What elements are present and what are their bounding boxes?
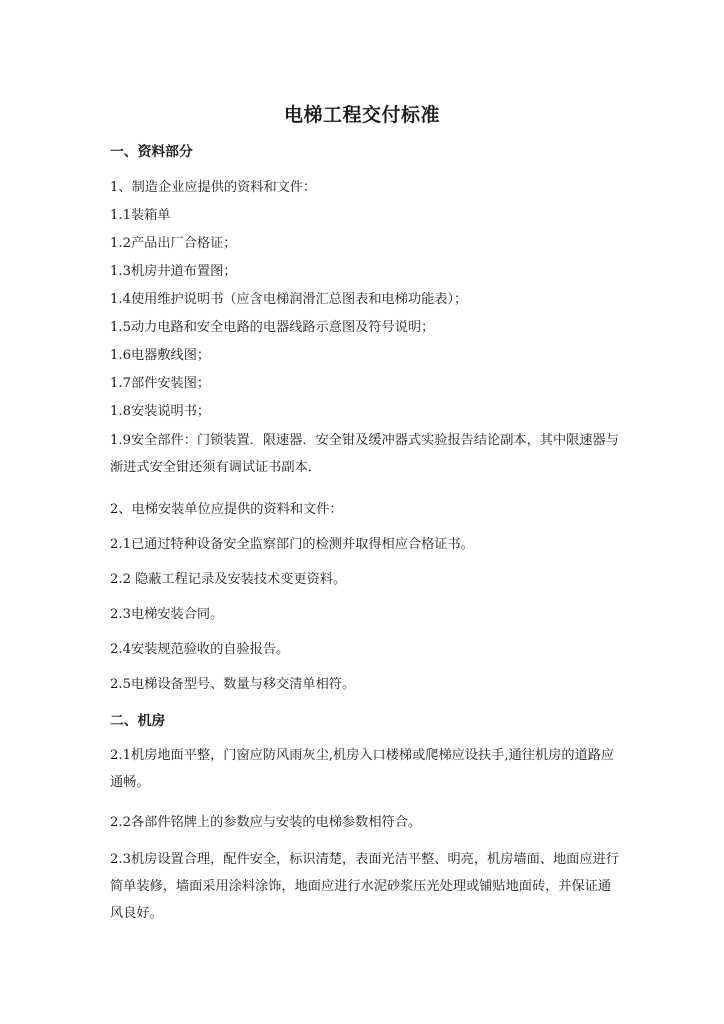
paragraph-1-6: 1.6电器敷线图； bbox=[110, 348, 211, 363]
paragraph-1-5: 1.5动力电路和安全电路的电器线路示意图及符号说明； bbox=[110, 320, 435, 335]
paragraph-2-1: 2.1已通过特种设备安全监察部门的检测并取得相应合格证书。 bbox=[110, 537, 474, 552]
paragraph-1-7: 1.7部件安装图； bbox=[110, 376, 211, 391]
paragraph-1-2: 1.2产品出厂合格证； bbox=[110, 236, 237, 251]
paragraph-2-2: 2.2 隐蔽工程记录及安装技术变更资料。 bbox=[110, 572, 347, 587]
document-title: 电梯工程交付标准 bbox=[283, 104, 440, 126]
paragraph-machine-room-2-2: 2.2各部件铭牌上的参数应与安装的电梯参数相符合。 bbox=[110, 815, 422, 830]
paragraph-2-4: 2.4安装规范验收的自验报告。 bbox=[110, 642, 290, 657]
paragraph-1: 1、制造企业应提供的资料和文件： bbox=[110, 180, 317, 195]
paragraph-1-8: 1.8安装说明书； bbox=[110, 404, 211, 419]
paragraph-2-5: 2.5电梯设备型号、数量与移交清单相符。 bbox=[110, 677, 356, 692]
paragraph-2: 2、电梯安装单位应提供的资料和文件： bbox=[110, 502, 343, 517]
paragraph-machine-room-2-1: 2.1机房地面平整，门窗应防风雨灰尘,机房入口楼梯或爬梯应设扶手,通往机房的道路应通畅。 bbox=[110, 748, 615, 790]
paragraph-1-4: 1.4使用维护说明书（应含电梯润滑汇总图表和电梯功能表）； bbox=[110, 292, 468, 307]
section-heading-materials: 一、资料部分 bbox=[110, 144, 193, 160]
paragraph-2-3: 2.3电梯安装合同。 bbox=[110, 607, 224, 622]
paragraph-1-3: 1.3机房井道布置图； bbox=[110, 264, 237, 279]
section-heading-machine-room: 二、机房 bbox=[110, 713, 166, 729]
paragraph-1-9: 1.9安全部件：门锁装置．限速器．安全钳及缓冲器式实验报告结论副本，其中限速器与渐进式安全钳还须有调试证书副本． bbox=[110, 433, 619, 475]
paragraph-machine-room-2-3: 2.3机房设置合理，配件安全，标识清楚，表面光洁平整、明亮，机房墙面、地面应进行简单装修，墙面采用涂料涂饰，地面应进行水泥砂浆压光处理或铺贴地面砖，并保证通风良好。 bbox=[110, 852, 619, 921]
paragraph-1-1: 1.1装箱单 bbox=[110, 208, 171, 223]
